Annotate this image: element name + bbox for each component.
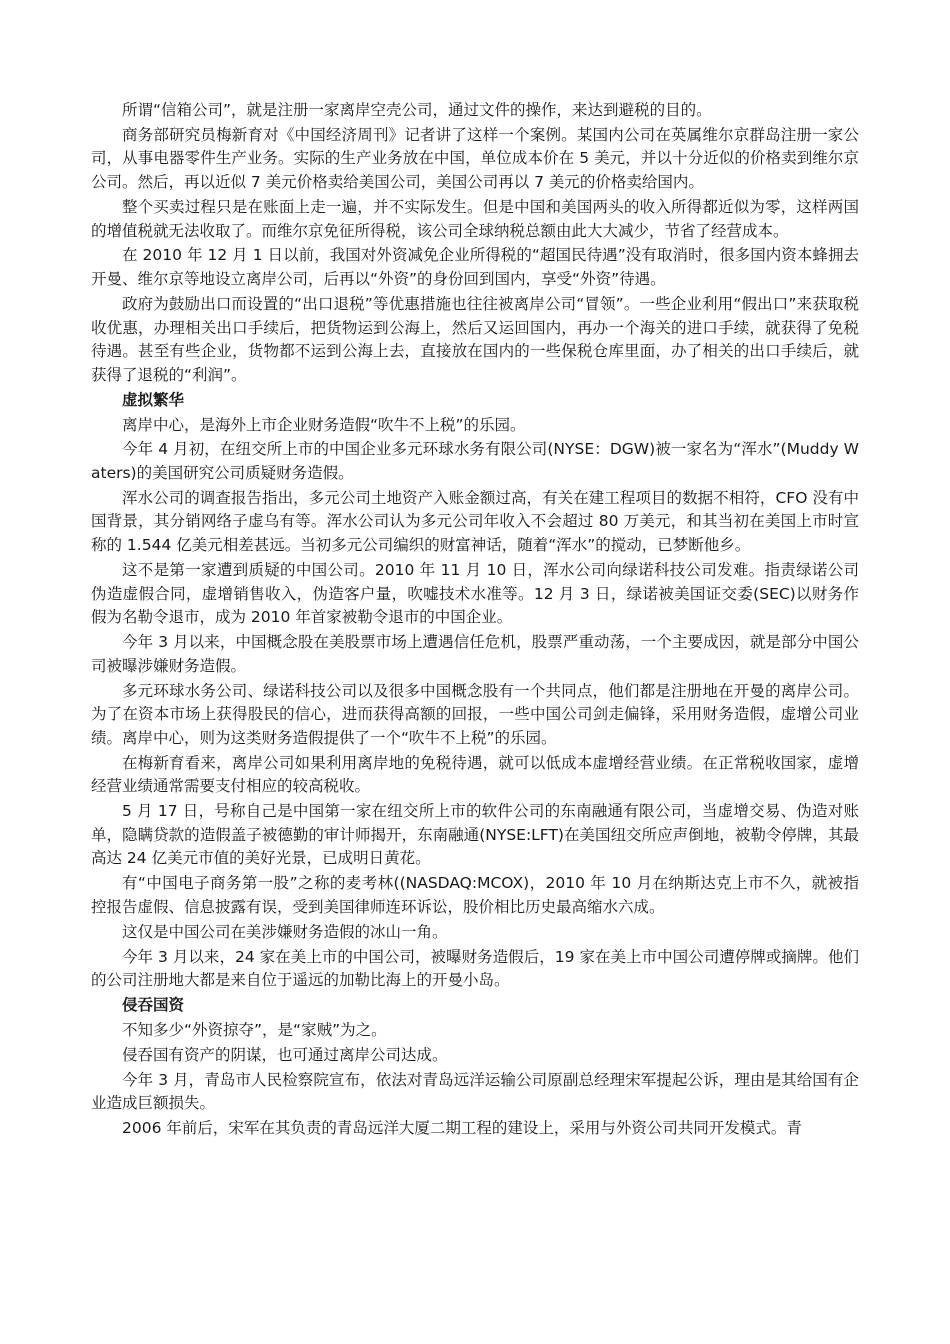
paragraph: 不知多少“外资掠夺”，是“家贼”为之。	[122, 1020, 387, 1039]
paragraph: 整个买卖过程只是在账面上走一遍，并不实际发生。但是中国和美国两头的收入所得都近似为零，这样两国的增值税就无法收取了。而维尔京免征所得税，该公司全球纳税总额由此大大减少，节省了经营成本。	[91, 197, 859, 240]
section-heading: 虚拟繁华	[122, 390, 185, 409]
paragraph: 今年 4 月初，在纽交所上市的中国企业多元环球水务有限公司(NYSE：DGW)被一家名为“浑水”(Muddy Waters)的美国研究公司质疑财务造假。	[91, 440, 859, 482]
document-page	[91, 99, 859, 1142]
paragraph: 2006 年前后，宋军在其负责的青岛远洋大厦二期工程的建设上，采用与外资公司共同开发模式。青	[122, 1119, 802, 1138]
paragraph: 有“中国电子商务第一股”之称的麦考林((NASDAQ:MCOX)，2010 年 10 月在纳斯达克上市不久，就被指控报告虚假、信息披露有误，受到美国律师连环诉讼，股价相比历史最高缩水六成。	[91, 874, 859, 916]
paragraph: 这不是第一家遭到质疑的中国公司。2010 年 11 月 10 日，浑水公司向绿诺科技公司发难。指责绿诺公司伪造虚假合同，虚增销售收入，伪造客户量，吹嘘技术水准等。12 月 3 日，绿诺被美国证交委(SEC)以财务作假为名勒令退市，成为 2010 年首家被勒令退市的中国企业。	[91, 560, 859, 627]
paragraph: 商务部研究员梅新育对《中国经济周刊》记者讲了这样一个案例。某国内公司在英属维尔京群岛注册一家公司，从事电器零件生产业务。实际的生产业务放在中国，单位成本价在 5 美元，并以十分近似的价格卖到维尔京公司。然后，再以近似 7 美元价格卖给美国公司，美国公司再以 7 美元的价格卖给国内。	[91, 125, 859, 192]
paragraph: 侵吞国有资产的阴谋，也可通过离岸公司达成。	[122, 1045, 448, 1064]
paragraph: 在梅新育看来，离岸公司如果利用离岸地的免税待遇，就可以低成本虚增经营业绩。在正常税收国家，虚增经营业绩通常需要支付相应的较高税收。	[91, 753, 859, 796]
paragraph: 这仅是中国公司在美涉嫌财务造假的冰山一角。	[122, 922, 448, 941]
paragraph: 所谓“信箱公司”，就是注册一家离岸空壳公司，通过文件的操作，来达到避税的目的。	[122, 101, 712, 119]
paragraph: 今年 3 月以来，中国概念股在美股票市场上遭遇信任危机，股票严重动荡，一个主要成因，就是部分中国公司被曝涉嫌财务造假。	[91, 633, 859, 675]
paragraph: 浑水公司的调查报告指出，多元公司土地资产入账金额过高，有关在建工程项目的数据不相符，CFO 没有中国背景，其分销网络子虚乌有等。浑水公司认为多元公司年收入不会超过 80 万美元，和其当初在美国上市时宣称的 1.544 亿美元相差甚远。当初多元公司编织的财富神话，随着“浑水”的搅动，已梦断他乡。	[91, 488, 859, 555]
paragraph: 今年 3 月，青岛市人民检察院宣布，依法对青岛远洋运输公司原副总经理宋军提起公诉，理由是其给国有企业造成巨额损失。	[91, 1070, 859, 1113]
paragraph: 多元环球水务公司、绿诺科技公司以及很多中国概念股有一个共同点，他们都是注册地在开曼的离岸公司。为了在资本市场上获得股民的信心，进而获得高额的回报，一些中国公司剑走偏锋，采用财务造假，虚增公司业绩。离岸中心，则为这类财务造假提供了一个“吹牛不上税”的乐园。	[91, 681, 859, 747]
paragraph: 离岸中心，是海外上市企业财务造假“吹牛不上税”的乐园。	[122, 415, 526, 434]
paragraph: 5 月 17 日，号称自己是中国第一家在纽交所上市的软件公司的东南融通有限公司，当虚增交易、伪造对账单，隐瞒贷款的造假盖子被德勤的审计师揭开，东南融通(NYSE:LFT)在美国纽交所应声倒地，被勒令停牌，其最高达 24 亿美元市值的美好光景，已成明日黄花。	[91, 802, 859, 868]
paragraph: 今年 3 月以来，24 家在美上市的中国公司，被曝财务造假后，19 家在美上市中国公司遭停牌或摘牌。他们的公司注册地大都是来自位于遥远的加勒比海上的开曼小岛。	[91, 947, 859, 990]
paragraph: 在 2010 年 12 月 1 日以前，我国对外资减免企业所得税的“超国民待遇”没有取消时，很多国内资本蜂拥去开曼、维尔京等地设立离岸公司，后再以“外资”的身份回到国内，享受“外资”待遇。	[91, 246, 859, 289]
section-heading: 侵吞国资	[122, 996, 185, 1015]
paragraph: 政府为鼓励出口而设置的“出口退税”等优惠措施也往往被离岸公司“冒领”。一些企业利用“假出口”来获取税收优惠，办理相关出口手续后，把货物运到公海上，然后又运回国内，再办一个海关的进口手续，就获得了免税待遇。甚至有些企业，货物都不运到公海上去，直接放在国内的一些保税仓库里面，办了相关的出口手续后，就获得了退税的“利润”。	[91, 294, 859, 384]
